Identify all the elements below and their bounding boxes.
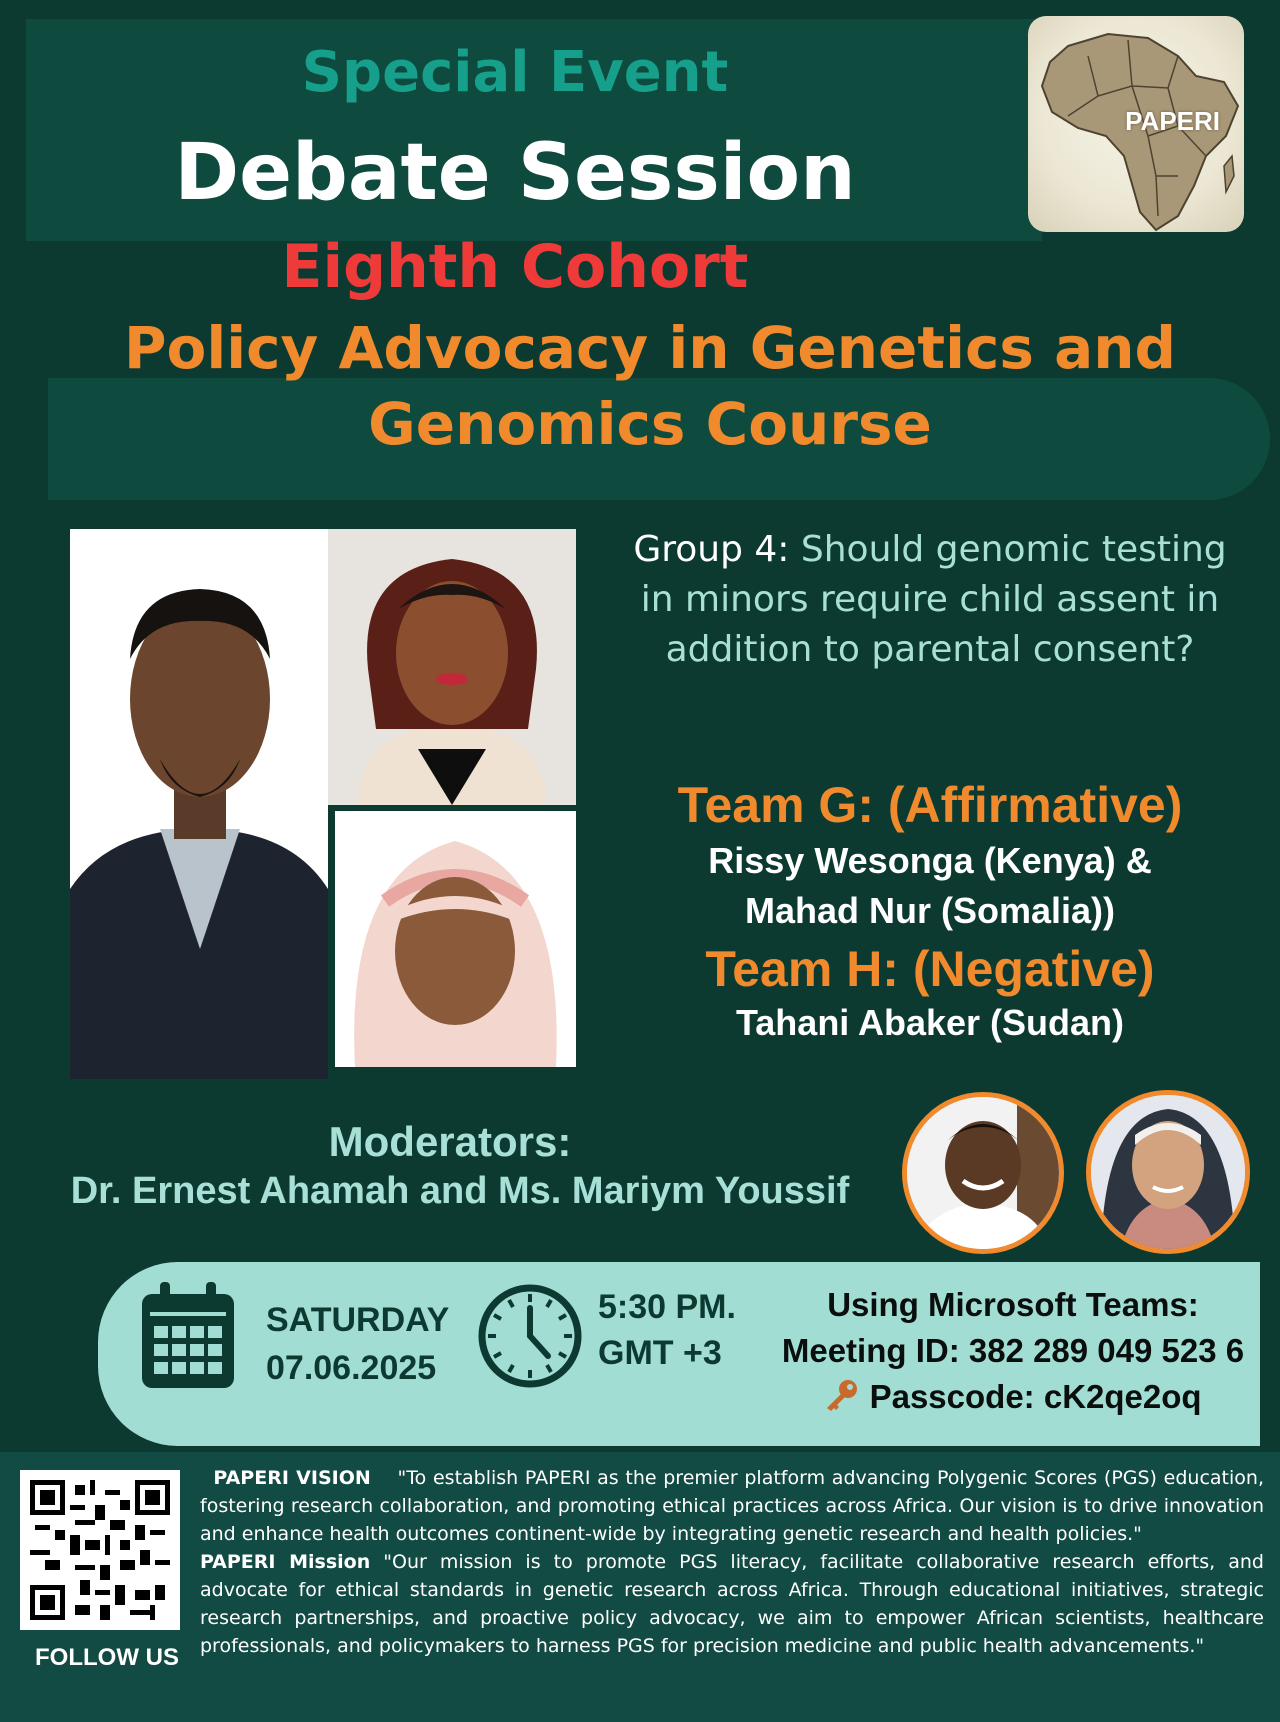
follow-us-label: FOLLOW US bbox=[35, 1644, 179, 1671]
debater-photo-mahad bbox=[70, 529, 328, 1079]
person-portrait-icon bbox=[328, 529, 576, 805]
person-portrait-icon bbox=[70, 529, 328, 1079]
event-time bbox=[598, 1284, 736, 1376]
meeting-platform: Using Microsoft Teams: bbox=[827, 1286, 1199, 1323]
qr-code-icon bbox=[30, 1480, 170, 1620]
meeting-details bbox=[758, 1282, 1268, 1420]
clock-icon bbox=[476, 1282, 584, 1394]
vision-paragraph bbox=[200, 1464, 1264, 1548]
person-portrait-icon bbox=[335, 811, 576, 1067]
group-colon: : bbox=[777, 529, 801, 570]
special-event-label: Special Event bbox=[301, 40, 729, 105]
event-day: SATURDAY bbox=[266, 1301, 450, 1339]
group-question-text: Should genomic testing in minors require child assent in addition to parental consent? bbox=[640, 529, 1227, 670]
team-h-members bbox=[620, 998, 1240, 1048]
team-h-member-1: Tahani Abaker (Sudan) bbox=[735, 1002, 1125, 1043]
vision-text: "To establish PAPERI as the premier platform advancing Polygenic Scores (PGS) education, fostering research collaboration, and promoting ethical practices across Africa. Our vision is to drive innovation and enhance health outcomes continent-wide by integrating genetic research and health policies." bbox=[200, 1467, 1264, 1545]
debater-photo-tahani bbox=[335, 811, 576, 1067]
calendar-icon bbox=[140, 1282, 236, 1394]
course-title bbox=[40, 310, 1260, 462]
group-label: Group 4 bbox=[633, 529, 778, 570]
footer-statement bbox=[200, 1464, 1264, 1660]
page-title: Debate Session bbox=[174, 128, 856, 218]
team-h-title: Team H: (Negative) bbox=[705, 941, 1155, 997]
event-date-value: 07.06.2025 bbox=[266, 1349, 437, 1387]
vision-label: PAPERI VISION bbox=[213, 1467, 371, 1489]
person-portrait-icon bbox=[907, 1097, 1059, 1249]
meeting-passcode-row bbox=[758, 1374, 1268, 1420]
key-icon bbox=[824, 1378, 860, 1412]
moderators-title: Moderators: bbox=[328, 1118, 572, 1165]
moderator-photo-mariym bbox=[1086, 1090, 1250, 1254]
team-g-member-2: Mahad Nur (Somalia)) bbox=[744, 890, 1116, 931]
person-portrait-icon bbox=[1091, 1095, 1245, 1249]
debater-photo-rissy bbox=[328, 529, 576, 805]
mission-label: PAPERI Mission bbox=[200, 1551, 371, 1573]
meeting-id: Meeting ID: 382 289 049 523 6 bbox=[781, 1332, 1245, 1369]
qr-code[interactable] bbox=[20, 1470, 180, 1630]
group-question bbox=[620, 525, 1240, 675]
moderators-names: Dr. Ernest Ahamah and Ms. Mariym Youssif bbox=[70, 1170, 850, 1212]
team-g-title: Team G: (Affirmative) bbox=[677, 777, 1183, 833]
course-title-line-1: Policy Advocacy in Genetics and bbox=[123, 314, 1177, 382]
team-g-member-1: Rissy Wesonga (Kenya) & bbox=[708, 840, 1152, 881]
event-time-value: 5:30 PM. bbox=[598, 1288, 736, 1326]
logo-text: PAPERI bbox=[1125, 106, 1220, 136]
mission-text: "Our mission is to promote PGS literacy, facilitate collaborative research efforts, and advocate for ethical standards in genetic research across Africa. Through educational initiatives, strategic research partnerships, and proactive policy advocacy, we aim to empower African scientists, healthcare professionals, and policymakers to harness PGS for precision medicine and public health advancements." bbox=[200, 1551, 1264, 1657]
meeting-passcode: Passcode: cK2qe2oq bbox=[869, 1378, 1202, 1415]
moderator-photo-ernest bbox=[902, 1092, 1064, 1254]
paperi-logo bbox=[1028, 16, 1244, 232]
course-title-line-2: Genomics Course bbox=[368, 390, 932, 458]
mission-paragraph bbox=[200, 1548, 1264, 1660]
event-timezone: GMT +3 bbox=[598, 1334, 722, 1372]
team-g-members bbox=[620, 836, 1240, 936]
event-date bbox=[266, 1296, 449, 1392]
cohort-label: Eighth Cohort bbox=[281, 232, 749, 302]
